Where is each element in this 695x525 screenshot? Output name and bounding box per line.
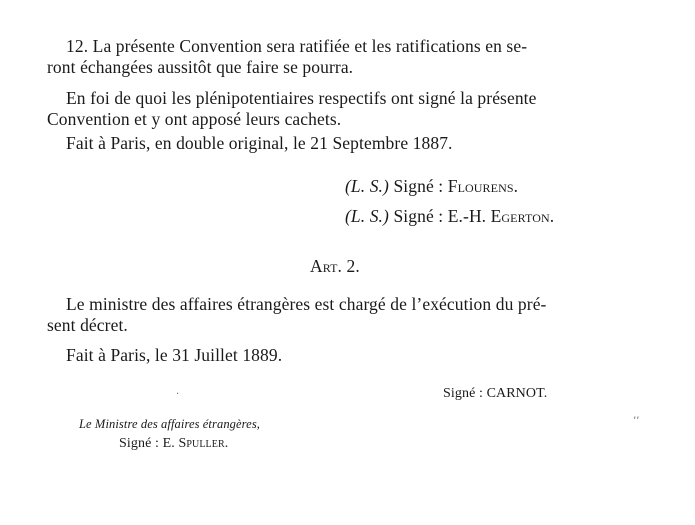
signatory-name: E.-H. Egerton. <box>447 206 555 226</box>
signatory-name: Flourens. <box>447 176 519 196</box>
minister-title: Le Ministre des affaires étrangères, <box>79 417 261 431</box>
en-foi-line-1: En foi de quoi les plénipotentiaires respectifs ont signé la présente <box>66 88 537 108</box>
stray-dot: . <box>176 386 180 397</box>
article-12-line-2: ront échangées aussitôt que faire se pourra. <box>47 57 354 77</box>
signature-spuller <box>119 434 228 454</box>
en-foi-line-2: Convention et y ont apposé leurs cachets. <box>47 109 342 129</box>
signature-egerton <box>345 206 554 226</box>
article-2-line-2: sent décret. <box>47 315 128 335</box>
signe-label: Signé : <box>393 176 444 196</box>
article-12-line-1: 12. La présente Convention sera ratifiée et les ratifications en se- <box>66 36 528 56</box>
margin-mark: ’’ <box>633 416 640 427</box>
ls-seal-text: (L. S.) <box>345 206 389 226</box>
signe-label: Signé : <box>119 436 159 451</box>
fait-paris-1887: Fait à Paris, en double original, le 21 Septembre 1887. <box>66 133 453 153</box>
ls-seal-text: (L. S.) <box>345 176 389 196</box>
signe-label: Signé : <box>393 206 444 226</box>
fait-paris-1889: Fait à Paris, le 31 Juillet 1889. <box>66 345 283 365</box>
signature-flourens <box>345 176 518 196</box>
article-2-heading: Art. 2. <box>310 256 360 276</box>
article-2-line-1: Le ministre des affaires étrangères est chargé de l’exécution du pré- <box>66 294 547 314</box>
signature-carnot: Signé : CARNOT. <box>443 386 548 401</box>
signatory-name: E. Spuller. <box>162 436 229 451</box>
